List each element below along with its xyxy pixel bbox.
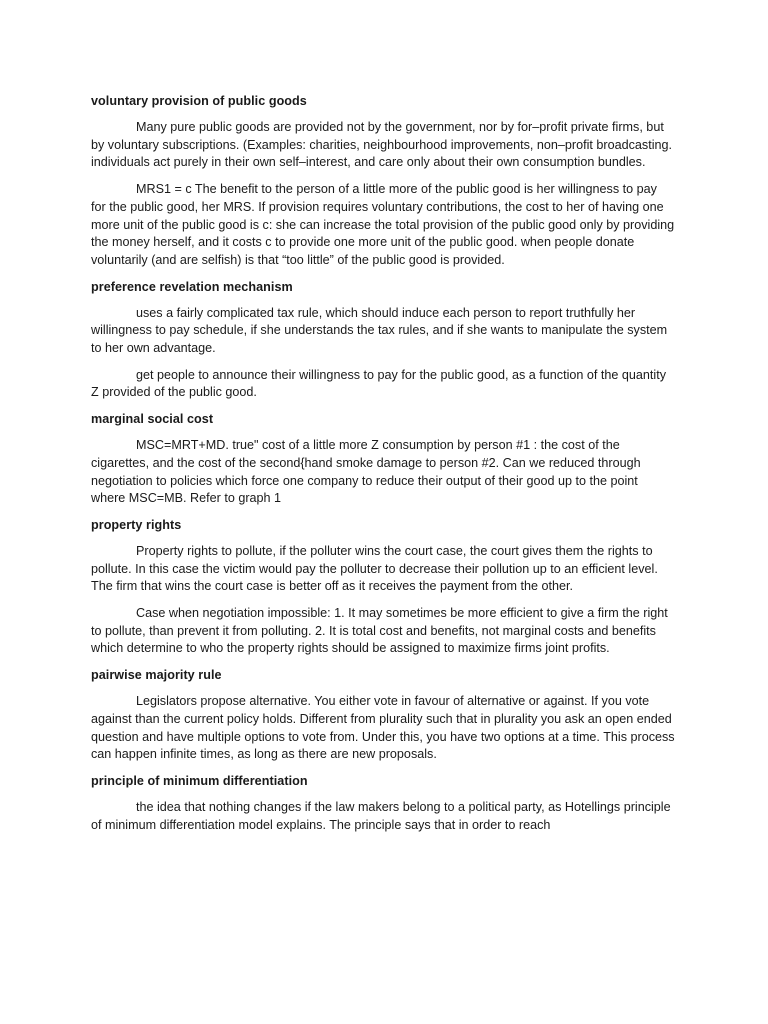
paragraph: Many pure public goods are provided not by the government, nor by for–profit private firms, but by voluntary subscriptions. (Examples: charities, neighbourhood improvements, non–profit broadcasting. individuals act purely in their own self–interest, and care only about their own consumption bundles.	[91, 120, 673, 170]
paragraph: Legislators propose alternative. You either vote in favour of alternative or against. If you vote against than the current policy holds. Different from plurality such that in plurality you ask an open ended question and have multiple options to vote from. Under this, you have two options at a time. This process can happen infinite times, as long as there are new proposals.	[91, 694, 675, 762]
section-heading: pairwise majority rule	[91, 668, 222, 683]
section-heading: voluntary provision of public goods	[91, 94, 307, 108]
section-preference-revelation	[91, 279, 675, 403]
section-pairwise-majority-rule	[91, 667, 675, 764]
paragraph: MSC=MRT+MD. true" cost of a little more Z consumption by person #1 : the cost of the cigarettes, and the cost of the second{hand smoke damage to person #2. Can we reduced through negotiation to policies which force one company to reduce their output of their good up to the point where MSC=MB. Refer to graph 1	[91, 438, 641, 506]
section-heading: marginal social cost	[91, 412, 214, 427]
section-minimum-differentiation	[91, 773, 675, 834]
paragraph: Case when negotiation impossible: 1. It may sometimes be more efficient to give a firm the right to pollute, than prevent it from polluting. 2. It is total cost and benefits, not marginal costs and benefits which determine to who the property rights should be assigned to maximize firms joint profits.	[91, 606, 668, 656]
section-heading: principle of minimum differentiation	[91, 773, 308, 788]
paragraph: uses a fairly complicated tax rule, which should induce each person to report truthfully her willingness to pay schedule, if she understands the tax rules, and if she wants to manipulate the system to her own advantage.	[91, 305, 668, 356]
paragraph: Property rights to pollute, if the polluter wins the court case, the court gives them the rights to pollute. In this case the victim would pay the polluter to decrease their pollution up to an efficient level. The firm that wins the court case is better off as it receives the payment from the other.	[91, 543, 658, 594]
document-page	[91, 93, 675, 843]
section-heading: preference revelation mechanism	[91, 279, 293, 294]
section-heading: property rights	[91, 517, 182, 532]
section-voluntary-provision	[91, 93, 675, 270]
paragraph: the idea that nothing changes if the law makers belong to a political party, as Hotellings principle of minimum differentiation model explains. The principle says that in order to reach	[91, 799, 671, 832]
paragraph: MRS1 = c The benefit to the person of a little more of the public good is her willingness to pay for the public good, her MRS. If provision requires voluntary contributions, the cost to her of having one more unit of the public good is c: she can increase the total provision of the public good only by providing the money herself, and it costs c to provide one more unit of the public good. when people donate voluntarily (and are selfish) is that “too little” of the public good is provided.	[91, 182, 675, 267]
section-marginal-social-cost	[91, 411, 675, 508]
paragraph: get people to announce their willingness to pay for the public good, as a function of the quantity Z provided of the public good.	[91, 367, 666, 400]
section-property-rights	[91, 517, 675, 658]
